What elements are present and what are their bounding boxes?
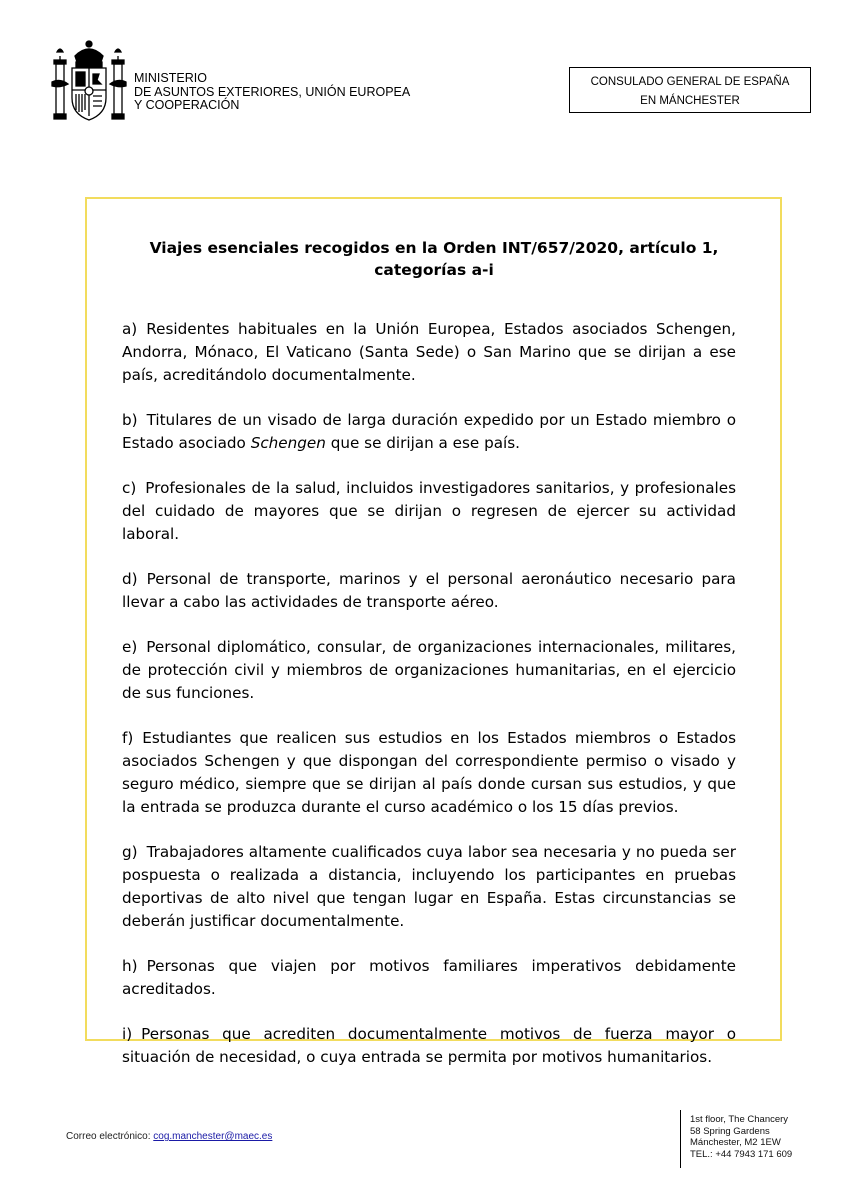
item-marker: f) [122, 729, 134, 747]
list-item [122, 636, 736, 705]
item-text: Estudiantes que realicen sus estudios en los Estados miembros o Estados asociados Schengen y que dispongan del correspondiente permiso o visado y seguro médico, siempre que se dirijan al país donde cursan sus estudios, y que la entrada se produzca durante el curso académico o los 15 días previos. [122, 729, 736, 816]
list-item [122, 955, 736, 1001]
item-marker: d) [122, 570, 138, 588]
list-item [122, 318, 736, 387]
item-marker: e) [122, 638, 138, 656]
spain-coat-of-arms-icon [48, 38, 130, 130]
consulate-line: EN MÁNCHESTER [640, 95, 740, 107]
address-line: 1st floor, The Chancery [690, 1114, 789, 1125]
item-text: Personas que acrediten documentalmente motivos de fuerza mayor o situación de necesidad, o cuya entrada se permita por motivos humanitarios. [122, 1025, 736, 1066]
list-item [122, 727, 736, 819]
email-link[interactable]: cog.manchester@maec.es [153, 1131, 273, 1142]
consulate-box [569, 67, 811, 113]
ministry-line: DE ASUNTOS EXTERIORES, UNIÓN EUROPEA [134, 84, 411, 99]
item-text: Personas que viajen por motivos familiares imperativos debidamente acreditados. [122, 957, 736, 998]
item-text: Titulares de un visado de larga duración expedido por un Estado miembro o Estado asociado [122, 411, 736, 452]
address-line: TEL.: +44 7943 171 609 [690, 1148, 793, 1160]
list-item [122, 841, 736, 933]
title-line: categorías a-i [374, 261, 494, 279]
consulate-line: CONSULADO GENERAL DE ESPAÑA [590, 76, 790, 88]
item-marker: g) [122, 843, 138, 861]
item-text: Personal diplomático, consular, de organizaciones internacionales, militares, de protección civil y miembros de organizaciones humanitarias, en el ejercicio de sus funciones. [122, 638, 736, 702]
item-text: Personal de transporte, marinos y el personal aeronáutico necesario para llevar a cabo las actividades de transporte aéreo. [122, 570, 736, 611]
footer-address [690, 1114, 792, 1160]
item-marker: a) [122, 320, 138, 338]
item-text: Residentes habituales en la Unión Europea, Estados asociados Schengen, Andorra, Mónaco, El Vaticano (Santa Sede) o San Marino que se dirijan a ese país, acreditándolo documentalmente. [122, 320, 736, 384]
footer-divider [680, 1110, 681, 1168]
ministry-line: MINISTERIO [134, 71, 207, 85]
item-marker: c) [122, 479, 137, 497]
item-marker: h) [122, 957, 138, 975]
item-text: que se dirijan a ese país. [325, 434, 521, 452]
list-item [122, 568, 736, 614]
address-line: 58 Spring Gardens [690, 1125, 770, 1137]
item-marker: b) [122, 411, 138, 429]
title-line: Viajes esenciales recogidos en la Orden INT/657/2020, artículo 1, [149, 239, 719, 257]
ministry-line: Y COOPERACIÓN [134, 98, 240, 112]
item-text: Profesionales de la salud, incluidos investigadores sanitarios, y profesionales del cuidado de mayores que se dirijan o regresen de ejercer su actividad laboral. [122, 479, 736, 543]
item-marker: i) [122, 1025, 133, 1043]
list-item [122, 477, 736, 546]
list-item [122, 409, 736, 455]
list-item [122, 1023, 736, 1069]
address-line: Mánchester, M2 1EW [690, 1137, 781, 1148]
email-label: Correo electrónico: [66, 1131, 151, 1142]
item-text-italic: Schengen [250, 434, 326, 452]
footer-email [66, 1131, 272, 1142]
document-title [120, 237, 748, 281]
ministry-name [134, 72, 410, 113]
category-list [122, 318, 736, 1091]
item-text: Trabajadores altamente cualificados cuya labor sea necesaria y no pueda ser pospuesta o realizada a distancia, incluyendo los participantes en pruebas deportivas de alto nivel que tengan lugar en España. Estas circunstancias se deberán justificar documentalmente. [122, 843, 736, 930]
